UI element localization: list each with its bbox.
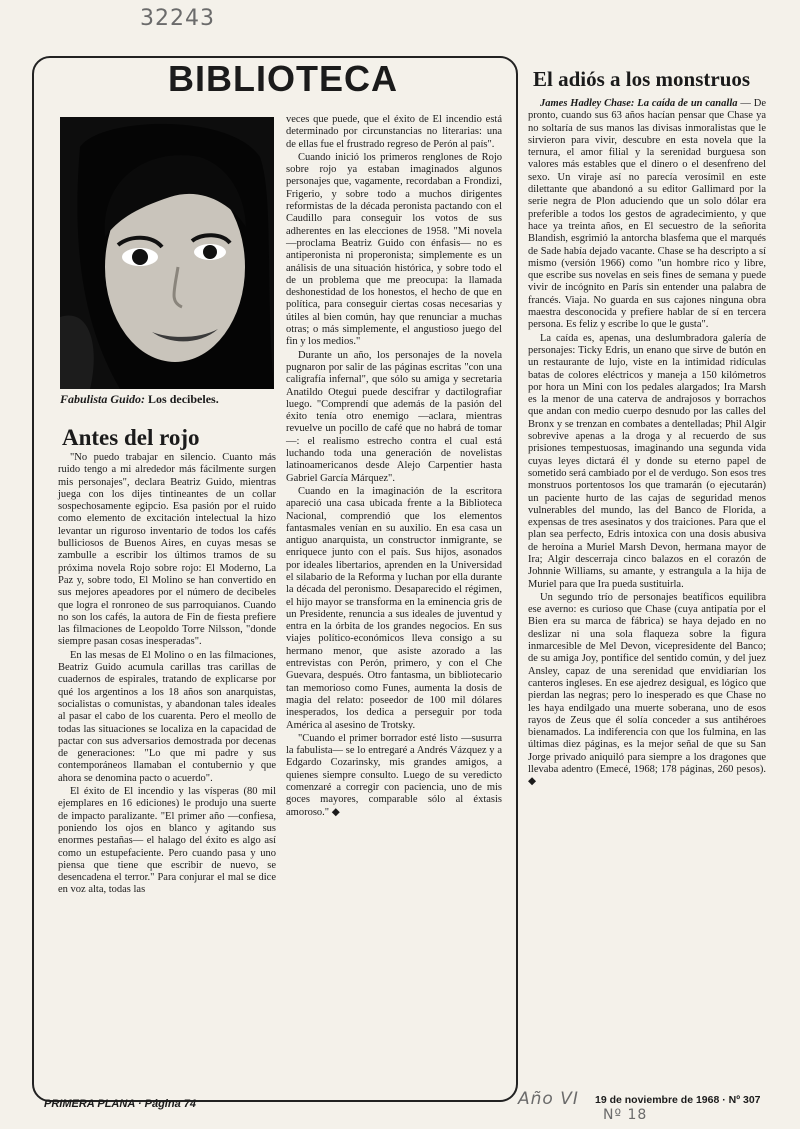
handwritten-number-note: Nº 18 (603, 1107, 648, 1123)
article-byline: James Hadley Chase: La caída de un canalla (540, 98, 738, 109)
paragraph: Durante un año, los personajes de la novela pugnaron por salir de las páginas escritas "con una caligrafía infernal", que sólo su amiga y secretaria Anatildo Otegui puede descifrar y dactilografiar luego. "Comprendí que además de la pasión del éxito tenía otro enemigo —aclara, mientras revuelve un pocillo de café que no habrá de tomar—: el realismo estrecho contra el cual está luchando toda una generación de novelistas latinoamericanos desde Alejo Carpentier hasta Gabriel García Márquez". (286, 349, 502, 484)
paragraph: veces que puede, que el éxito de El incendio está determinado por circunstancias no literarias: una de ellas fue el frustrado regreso de Perón al país". (286, 114, 502, 150)
paragraph: "No puedo trabajar en silencio. Cuanto más ruido tengo a mi alrededor más fácilmente surgen mis personajes", declara Beatriz Guido, mientras juega con los dijes tintineantes de un collar sospechosamente egipcio. Esa pasión por el ruido como elemento de excitación intelectual la hizo levantar un riguroso inventario de todos los cafés bulliciosos de Buenos Aires, en cuyas mesas se zambulle a escribir los últimos tramos de su próxima novela Rojo sobre rojo: El Moderno, La Paz y, sobre todo, El Molino se han convertido en sus mejores apeadores por el número de decibeles que logra el ronroneo de sus parroquianos. Cuando no son los cafés, la autora de Fin de fiesta prefiere las filmaciones de Leopoldo Torre Nilsson, "donde siempre pasan cosas inesperadas". (58, 452, 276, 648)
section-title: BIBLIOTECA (168, 58, 398, 99)
left-article-body (58, 452, 276, 897)
paragraph: Cuando inició los primeros renglones de Rojo sobre rojo ya estaban imaginados algunos personajes que, vagamente, recordaban a Frondizi, Frigerio, y sobre todo a muchos dirigentes reformistas de la década peronista pactando con el Caudillo para conseguir los votos de sus adherentes en las elecciones de 1958. "Mi novela —proclama Beatriz Guido con énfasis— no es antiperonista ni properonista; simplemente es un análisis de una situación histórica, y sobre todo el de un problema que me preocupa: la llamada deshonestidad de los honestos, el hecho de que en política, para conseguir ciertas cosas necesarias y útiles al bien común, hay que renunciar a muchas otras; o más simplemente, el angustioso juego del fin y los medios." (286, 151, 502, 348)
paragraph: El éxito de El incendio y las vísperas (80 mil ejemplares en 16 ediciones) le produjo una suerte de impacto paralizante. "El primer año —confiesa, poniendo los ojos en blanco y agitando sus enormes pestañas— el halago del éxito es algo así como un estupefaciente. Pero cuando pasa y uno piensa que tiene que escribir de nuevo, se desencadena el terror." Para conjurar el mal se dice en voz alta, todas las (58, 786, 276, 896)
footer-date: 19 de noviembre de 1968 · Nº 307 (595, 1094, 761, 1106)
paragraph: En las mesas de El Molino o en las filmaciones, Beatriz Guido acumula carillas tras carillas de cuadernos de espirales, tratando de explicarse por qué los argentinos a los 18 años son anarquistas, socialistas o comunistas, y abandonan tales ideales al pasar el cabo de los cuarenta. Pero el meollo de todas las situaciones se localiza en la capacidad de pactar con sus adversarios demostrada por decenas de generaciones: "Lo que mi padre y sus contemporáneos llamaban el contubernio y que ahora se denomina pacto o acuerdo". (58, 649, 276, 784)
right-article-body (528, 98, 766, 789)
portrait-illustration (60, 117, 274, 389)
middle-article-body (286, 114, 502, 819)
footer-publication: PRIMERA PLANA · Página 74 (44, 1098, 196, 1110)
author-photo (60, 117, 274, 389)
paragraph: Un segundo trío de personajes beatíficos equilibra ese averno: es curioso que Chase (cuya antipatía por el Bien era su marca de fábrica) se haya dejado en no deslizar ni una sola flaqueza sobre la figura inmarcesible de Mel Devon, vicepresidente del Banco; de su amiga Joy, pontífice del sentido común, y del juez Ansley, capaz de una serenidad que envidiarían los canteros ingleses. En ese ajedrez desigual, es lógico que pierdan las negras; pero lo inesperado es que Chase no les haya endilgado una muerte soberana, uno de esos rayos de Zeus que él solía conceder a sus antihéroes bienamados. La indiferencia con que los fulmina, en las últimas diez páginas, es la mejor señal de que su San Jorge privado aniquiló para siempre a los dragones que llevaba adentro (Emecé, 1968; 178 páginas, 260 pesos). ◆ (528, 591, 766, 788)
handwritten-issue-note: Año VI (518, 1089, 579, 1109)
paragraph: "Cuando el primer borrador esté listo —susurra la fabulista— se lo entregaré a Andrés Vázquez y a Edgardo Cozarinsky, mis grandes amigos, a quienes siempre consulto. Luego de su veredicto comenzaré a corregir con paciencia, uno de mis goces mayores, comparable sólo al éxtasis amoroso." ◆ (286, 732, 502, 818)
left-article-title: Antes del rojo (62, 425, 200, 450)
right-article-title: El adiós a los monstruos (533, 67, 751, 91)
paragraph: La caída es, apenas, una deslumbradora galería de personajes: Ticky Edris, un enano que sirve de butón en un restaurante de lujo, viste en la intimidad ridículas batas de colores eléctricos y maneja a 150 kilómetros por hora un Mini con los pedales alargados; Ira Marsh es la menor de una caterva de andrajosos y borrachos que andan con medio cuerpo desnudo por las calles del Bronx y se trenzan en combates a dentelladas; Phil Algir sobrevive apenas a la droga y al recuerdo de sus prisiones tempestuosas, imaginando una segunda vida cuyas leyes dictará él y donde su eterno papel de sometido será cambiado por el de verdugo. Son esos tres monstruos portentosos los que tramarán (o ejecutarán) un paciente hurto de las cajas de seguridad menos vulnerables del mundo, las del Banco de Florida, a expensas de tres asesinatos y dos traiciones. Para que el plan sea perfecto, Edris intoxica con una dosis abusiva de heroína a Muriel Marsh Devon, hermana mayor de Ira; Algir descerraja cinco balazos en el corazón de Johnnie Williams, su amante, y estrangula a la hija de Muriel para que Ira pueda sustituirla. (528, 332, 766, 590)
paragraph: — De pronto, cuando sus 63 años hacían pensar que Chase ya no soltaría de sus manos las divisas inmoralistas que le sirvieron para vivir, descubre en esta novela que la ternura, el amor filial y la serenidad burguesa son valores más estables que el dinero o el desenfreno del sexo. Un viraje así no parecía verosímil en este dilettante que abandonó a su editor Gallimard por la serie negra de Plon aduciendo que un solo dólar era preferible a todos los gestos de agradecimiento, y que hace ya treinta años, en El secuestro de la señorita Blandish, esgrimió la antorcha blasfema que el marqués de Sade había dejado vacante. Chase se ha descripto a sí mismo (versión 1966) como "un hombre rico y libre, que escribe sus novelas en seis fines de semana y puede vivir de incógnito en París sin entender una palabra de francés. Viaja. No guarda en sus cajones ninguna obra maestra desconocida y prefiere hablar de sí en tercera persona. Es feliz y escribe lo que le gusta". (528, 98, 766, 331)
caption-text: Los decibeles. (148, 392, 219, 406)
paragraph: Cuando en la imaginación de la escritora apareció una casa ubicada frente a la Biblioteca Nacional, comprendió que los elementos fantasmales venían en su auxilio. En esa casa un antiguo anarquista, un constructor inmigrante, se enriquece junto con el país. Sus hijos, asonados por ideales libertarios, aprenden en la Universidad el silabario de la Reforma y luchan por ella durante la década del peronismo. Desaparecido el régimen, el hijo mayor se transforma en la eminencia gris de un Presidente, renuncia a sus ideales de juventud y entra en la órbita de los grandes negocios. En sus viajes político-económicos lleva consigo a su hermano menor, que asiste azorado a las entrevistas con Perón, primero, y con el Che Guevara, después. Otro fantasma, un bibliotecario tan memorioso como Funes, aumenta la dosis de magia del relato: poseedor de 100 mil dólares inesperados, los dedica a perseguir por toda América al asesino de Trotsky. (286, 485, 502, 731)
photo-caption (60, 392, 274, 407)
caption-name: Fabulista Guido: (60, 392, 146, 406)
archive-number: 32243 (140, 6, 215, 31)
